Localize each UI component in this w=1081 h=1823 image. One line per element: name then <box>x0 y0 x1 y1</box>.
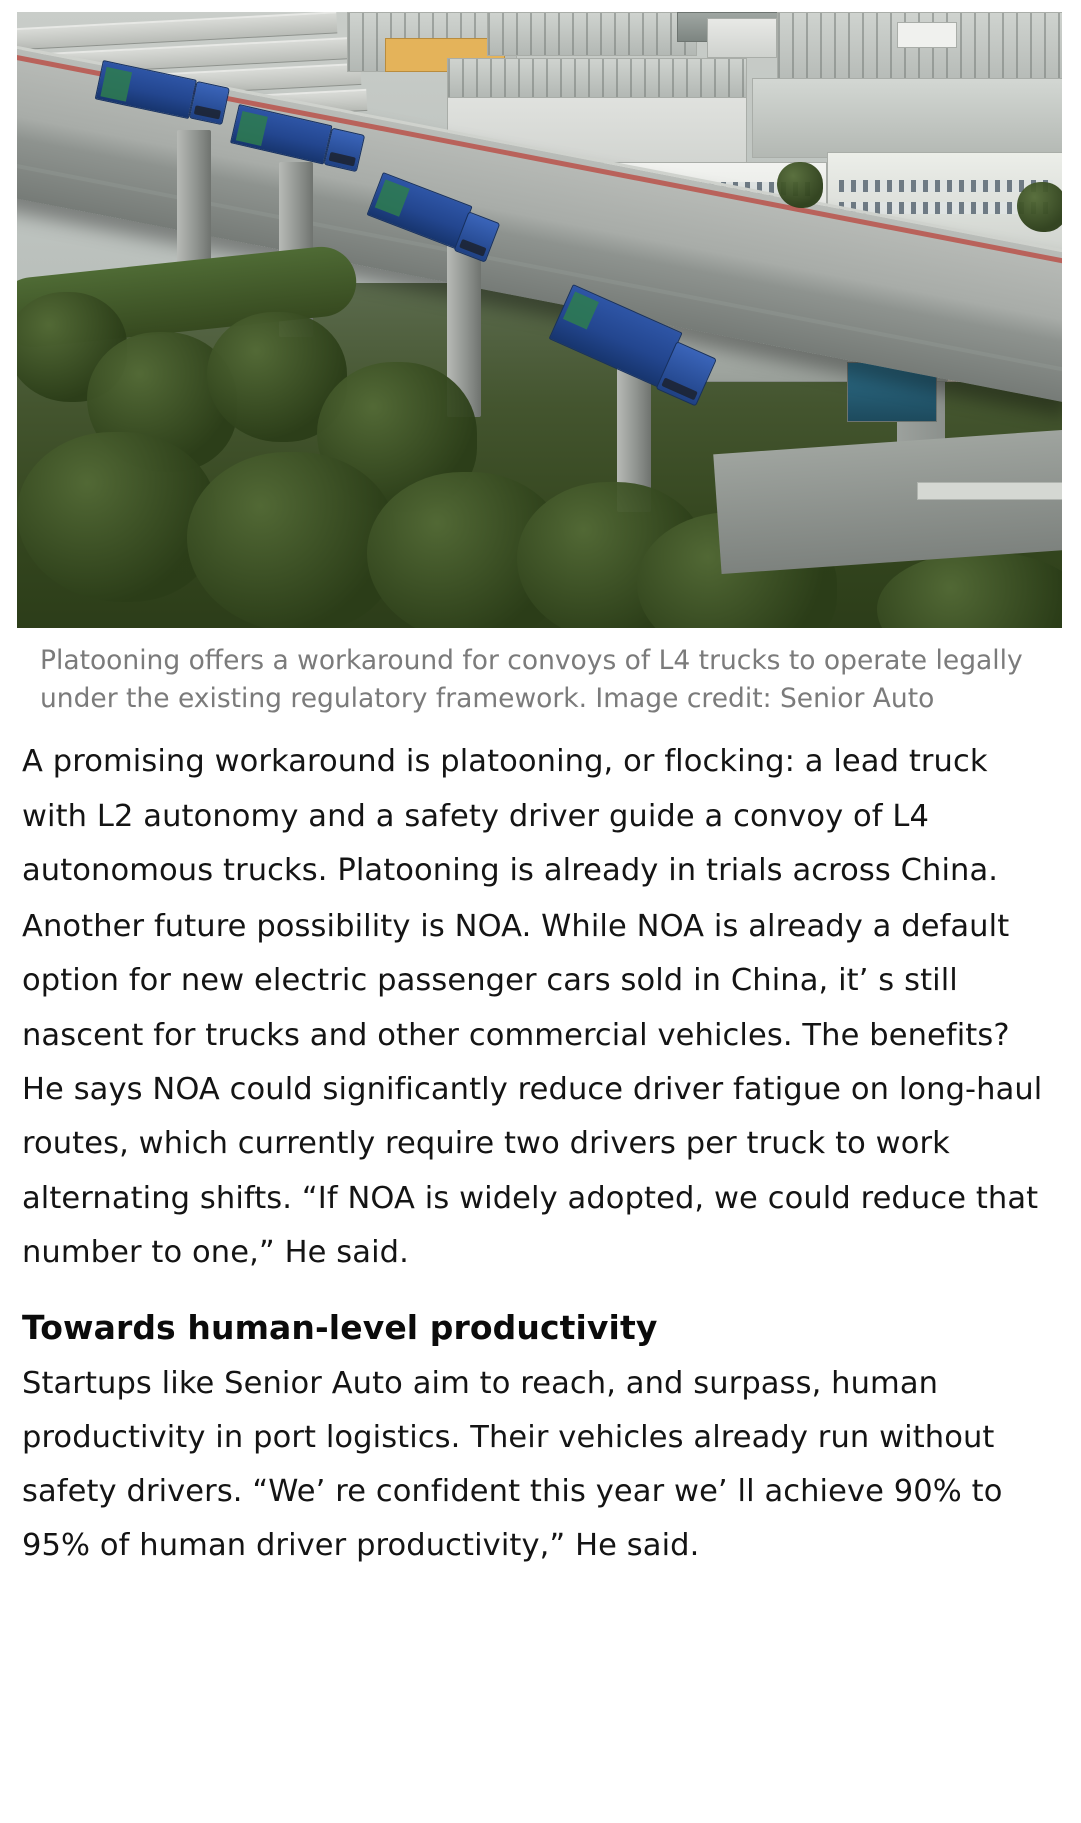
figure-caption: Platooning offers a workaround for convoys of L4 trucks to operate legally under the existing regulatory framework. Image credit: Senior Auto <box>40 645 1023 714</box>
article-figure <box>0 12 1081 717</box>
guardrail <box>917 482 1062 500</box>
tree <box>187 452 397 628</box>
paragraph-3: Startups like Senior Auto aim to reach, and surpass, human productivity in port logistics. Their vehicles already run without safety drivers. “We’ re confident this year we’ ll achieve 90% to 95% of human driver productivity,” He said. <box>22 1365 1003 1564</box>
ground-road <box>713 430 1062 574</box>
article-page <box>0 12 1081 1823</box>
photo-illustration <box>17 12 1062 628</box>
tree <box>777 162 823 208</box>
paragraph-2: Another future possibility is NOA. While NOA is already a default option for new electric passenger cars sold in China, it’ s still nascent for trucks and other commercial vehicles. The benefits? He says NOA could significantly reduce driver fatigue on long-haul routes, which currently require two drivers per truck to work alternating shifts. “If NOA is widely adopted, we could reduce that number to one,” He said. <box>22 909 1043 1270</box>
paragraph-1: A promising workaround is platooning, or flocking: a lead truck with L2 autonomy and a safety driver guide a convoy of L4 autonomous trucks. Platooning is already in trials across China. <box>22 744 999 888</box>
article-body <box>0 717 1081 1573</box>
platooning-trucks-viaduct-photo <box>17 12 1062 628</box>
section-heading: Towards human-level productivity <box>22 1308 658 1348</box>
